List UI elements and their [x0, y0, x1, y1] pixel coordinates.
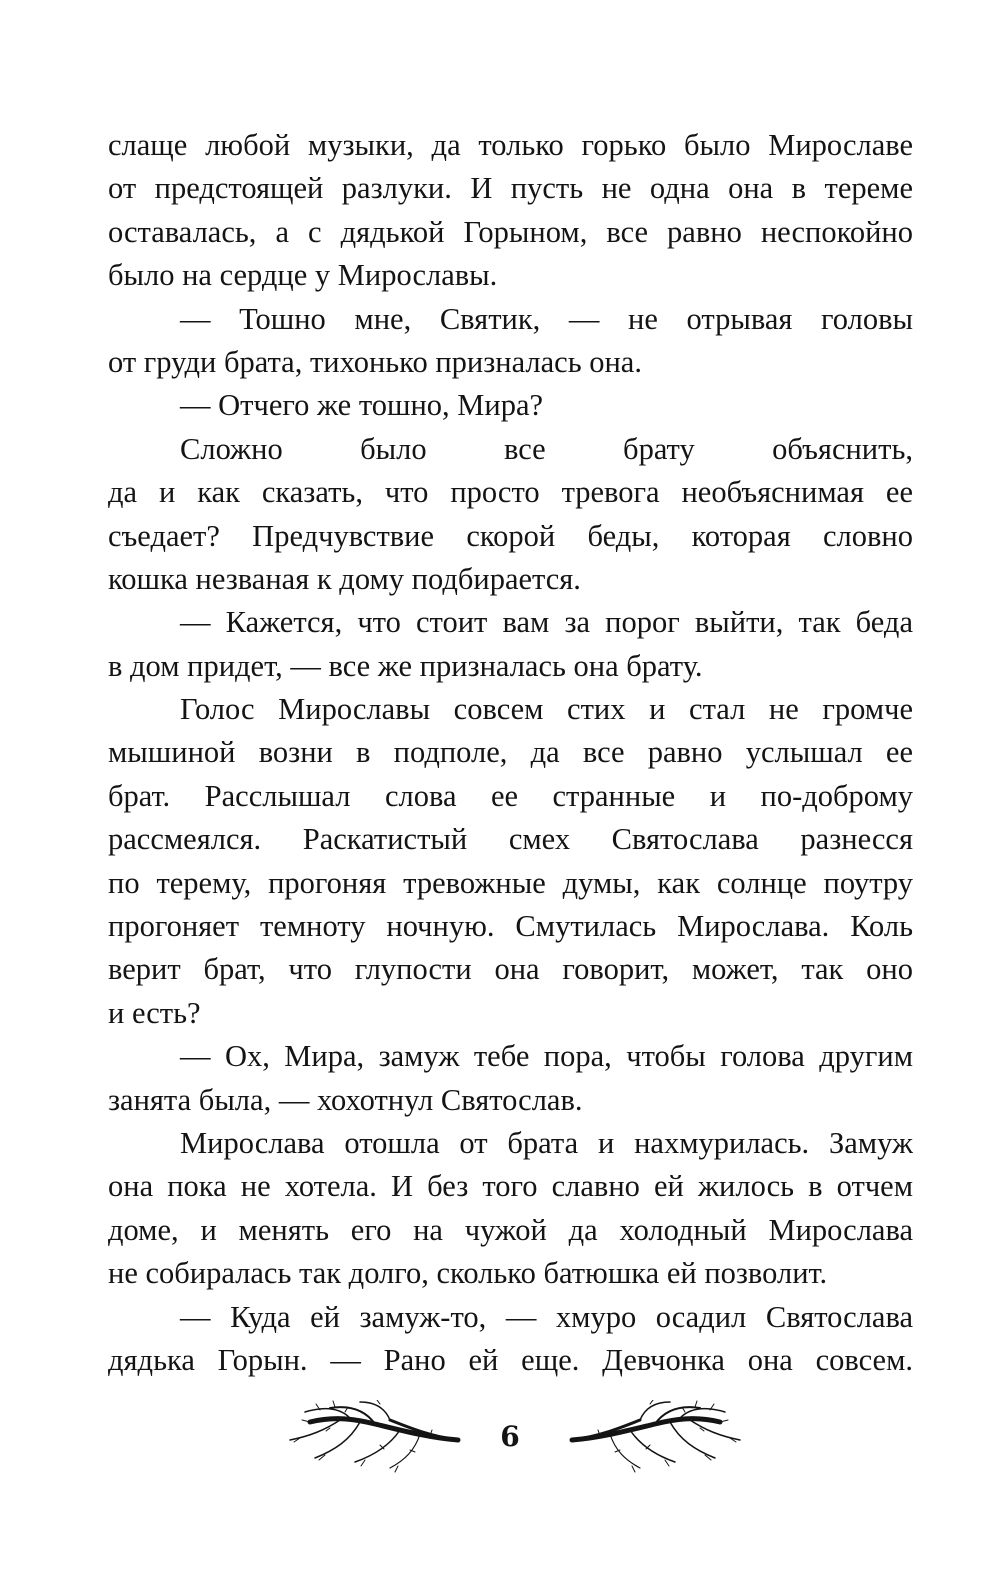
text-line: по терему, прогоняя тревожные думы, как солнце поутру: [108, 865, 913, 900]
text-line: занята была, — хохотнул Святослав.: [108, 1082, 583, 1117]
text-line: доме, и менять его на чужой да холодный Мирослава: [108, 1212, 913, 1247]
thorny-branch-right-icon: [560, 1400, 750, 1480]
text-line: оставалась, а с дядькой Горыном, все равно неспокойно: [108, 214, 913, 249]
text-line: не собиралась так долго, сколько батюшка ей позволит.: [108, 1256, 828, 1291]
text-line: кошка незваная к дому подбирается.: [108, 561, 581, 596]
text-line: брат. Расслышал слова ее странные и по-доброму: [108, 778, 913, 813]
thorny-branch-left-icon: [280, 1400, 470, 1480]
text-line: дядька Горын. — Рано ей еще. Девчонка она совсем.: [108, 1342, 913, 1377]
text-line: рассмеялся. Раскатистый смех Святослава разнесся: [108, 822, 913, 857]
text-line: от груди брата, тихонько призналась она.: [108, 344, 642, 379]
text-line: от предстоящей разлуки. И пусть не одна она в тереме: [108, 171, 913, 206]
text-line: — Тошно мне, Святик, — не отрывая головы: [180, 301, 913, 336]
page-number: 6: [500, 1420, 520, 1453]
text-line: мышиной возни в подполе, да все равно услышал ее: [108, 735, 913, 770]
text-line: она пока не хотела. И без того славно ей жилось в отчем: [108, 1169, 913, 1204]
text-line: — Куда ей замуж-то, — хмуро осадил Святослава: [180, 1299, 913, 1334]
text-line: — Отчего же тошно, Мира?: [180, 388, 544, 423]
text-line: в дом придет, — все же призналась она брату.: [108, 648, 703, 683]
text-line: Сложно было все брату объяснить,: [180, 431, 913, 466]
text-line: — Ох, Мира, замуж тебе пора, чтобы голова другим: [180, 1039, 913, 1074]
text-line: да и как сказать, что просто тревога необъяснимая ее: [108, 475, 913, 510]
page-footer: [0, 1400, 1000, 1550]
text-line: было на сердце у Мирославы.: [108, 258, 498, 293]
text-line: и есть?: [108, 995, 201, 1030]
text-line: Мирослава отошла от брата и нахмурилась. Замуж: [180, 1125, 913, 1160]
text-line: прогоняет темноту ночную. Смутилась Мирослава. Коль: [108, 909, 913, 944]
body-text: [108, 124, 913, 1382]
text-line: слаще любой музыки, да только горько было Мирославе: [108, 128, 913, 162]
text-line: верит брат, что глупости она говорит, может, так оно: [108, 952, 913, 987]
text-line: — Кажется, что стоит вам за порог выйти, так беда: [180, 605, 913, 640]
text-line: Голос Мирославы совсем стих и стал не громче: [180, 692, 913, 727]
text-line: съедает? Предчувствие скорой беды, которая словно: [108, 518, 913, 553]
